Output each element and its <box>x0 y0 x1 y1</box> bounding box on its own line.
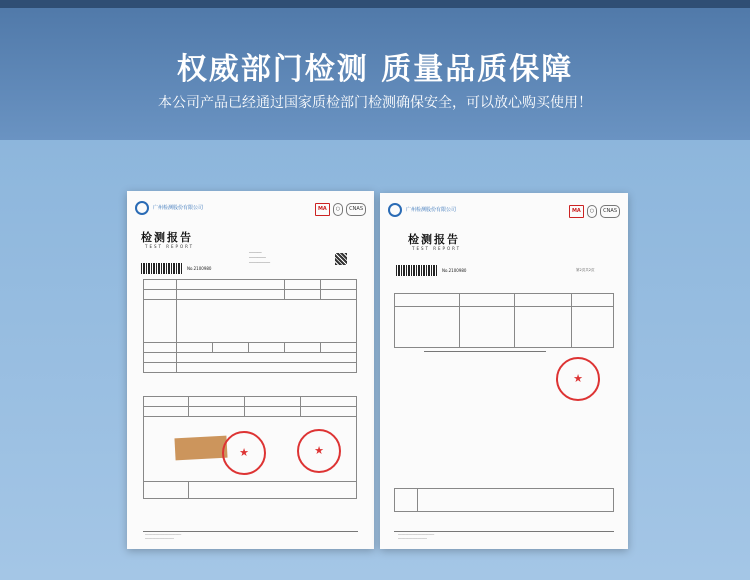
footer-rule <box>143 531 358 532</box>
banner-title: 权威部门检测 质量品质保障 <box>176 52 574 87</box>
results-divider <box>424 351 546 352</box>
ilac-mark-icon: ○ <box>587 205 597 218</box>
stamp-star-icon: ★ <box>573 372 583 385</box>
footer-address: ──────────────────── ──────────────── <box>145 533 182 541</box>
ilac-mark-icon: ○ <box>333 203 343 216</box>
results-table <box>394 293 614 348</box>
lab-logo-icon <box>388 203 402 217</box>
inspection-stamp <box>222 431 266 475</box>
report-title-en: TEST REPORT <box>145 244 195 249</box>
background-panel <box>0 140 750 580</box>
report-title: 检测报告 <box>141 231 193 244</box>
qr-code-icon <box>335 253 347 265</box>
test-report-page-1 <box>127 191 374 549</box>
report-info-table <box>143 279 357 373</box>
footer-rule <box>394 531 614 532</box>
banner-subtitle: 本公司产品已经通过国家质检部门检测确保安全，可以放心购买使用！ <box>158 95 592 111</box>
footer-address: ──────────────────── ──────────────── <box>398 533 435 541</box>
banner-top-strip <box>0 0 750 8</box>
report-title-en: TEST REPORT <box>412 246 462 251</box>
lab-header <box>135 201 203 215</box>
report-number: No.2100980 <box>442 268 467 273</box>
report-meta-lines: ────── ──────── ────────── <box>249 251 271 265</box>
cnas-mark-icon: CNAS <box>346 203 366 216</box>
banner <box>0 0 750 140</box>
inspection-stamp-2 <box>297 429 341 473</box>
report-number: No.2100980 <box>187 266 212 271</box>
lab-name: 广州检测股份有限公司 <box>406 207 457 213</box>
barcode-icon <box>141 263 183 274</box>
stamp-star-icon: ★ <box>314 444 324 457</box>
cma-mark-icon: MA <box>315 203 330 216</box>
lab-name: 广州检测股份有限公司 <box>153 205 204 211</box>
page-label: 第2页共2页 <box>576 268 595 272</box>
barcode-icon <box>396 265 438 276</box>
stamp-star-icon: ★ <box>239 446 249 459</box>
test-report-page-2 <box>380 193 628 549</box>
lab-header <box>388 203 456 217</box>
report-title: 检测报告 <box>408 233 460 246</box>
remarks-table <box>394 488 614 512</box>
cma-mark-icon: MA <box>569 205 584 218</box>
inspection-stamp <box>556 357 600 401</box>
certification-marks <box>315 203 366 216</box>
lab-logo-icon <box>135 201 149 215</box>
cnas-mark-icon: CNAS <box>600 205 620 218</box>
certification-marks <box>569 205 620 218</box>
masking-tape <box>174 436 227 461</box>
